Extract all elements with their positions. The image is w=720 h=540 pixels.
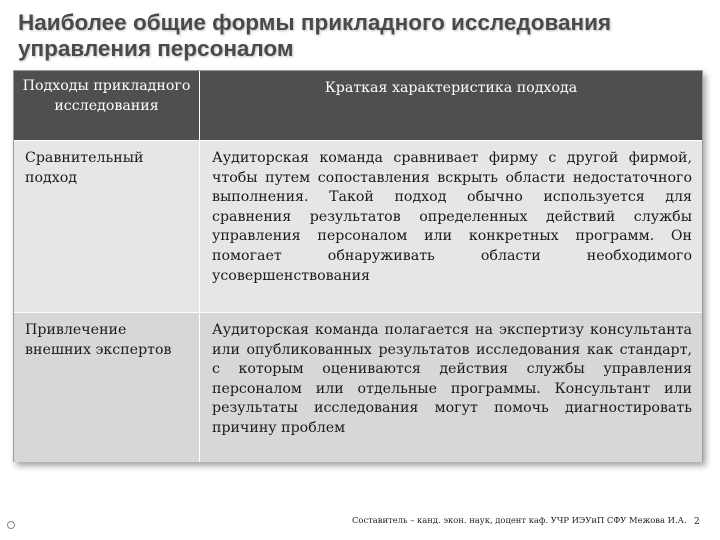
table-header-row [14,71,702,140]
header-approach: Подходы прикладного исследования [14,71,200,140]
description-cell: Аудиторская команда сравнивает фирму с другой фирмой, чтобы путем сопоставления вскрыть области недостаточного выполнения. Такой подход обычно используется для сравнения результатов определенных действий службы управления персоналом или конкретных программ. Он помогает обнаруживать области необходимого усовершенствования [212,150,692,284]
approach-cell: Привлечение внешних экспертов [14,313,200,462]
author-note: Составитель – канд. экон. наук, доцент каф. УЧР ИЭУиП СФУ Межова И.А. [352,515,687,525]
table-row [14,312,702,462]
slide-title: Наиболее общие формы прикладного исследования управления персоналом [18,10,612,61]
description-cell: Аудиторская команда полагается на экспертизу консультанта или опубликованных результатов исследования как стандарт, с которым оцениваются действия службы управления персоналом или отдельные программы. Консультант или результаты исследования могут помочь диагностировать причину проблем [212,322,692,436]
circle-bullet-icon [6,520,16,530]
page-number: 2 [694,517,700,527]
header-description: Краткая характеристика подхода [324,80,578,96]
approaches-table [13,70,703,462]
table-row [14,140,702,313]
approach-cell: Сравнительный подход [14,141,200,313]
